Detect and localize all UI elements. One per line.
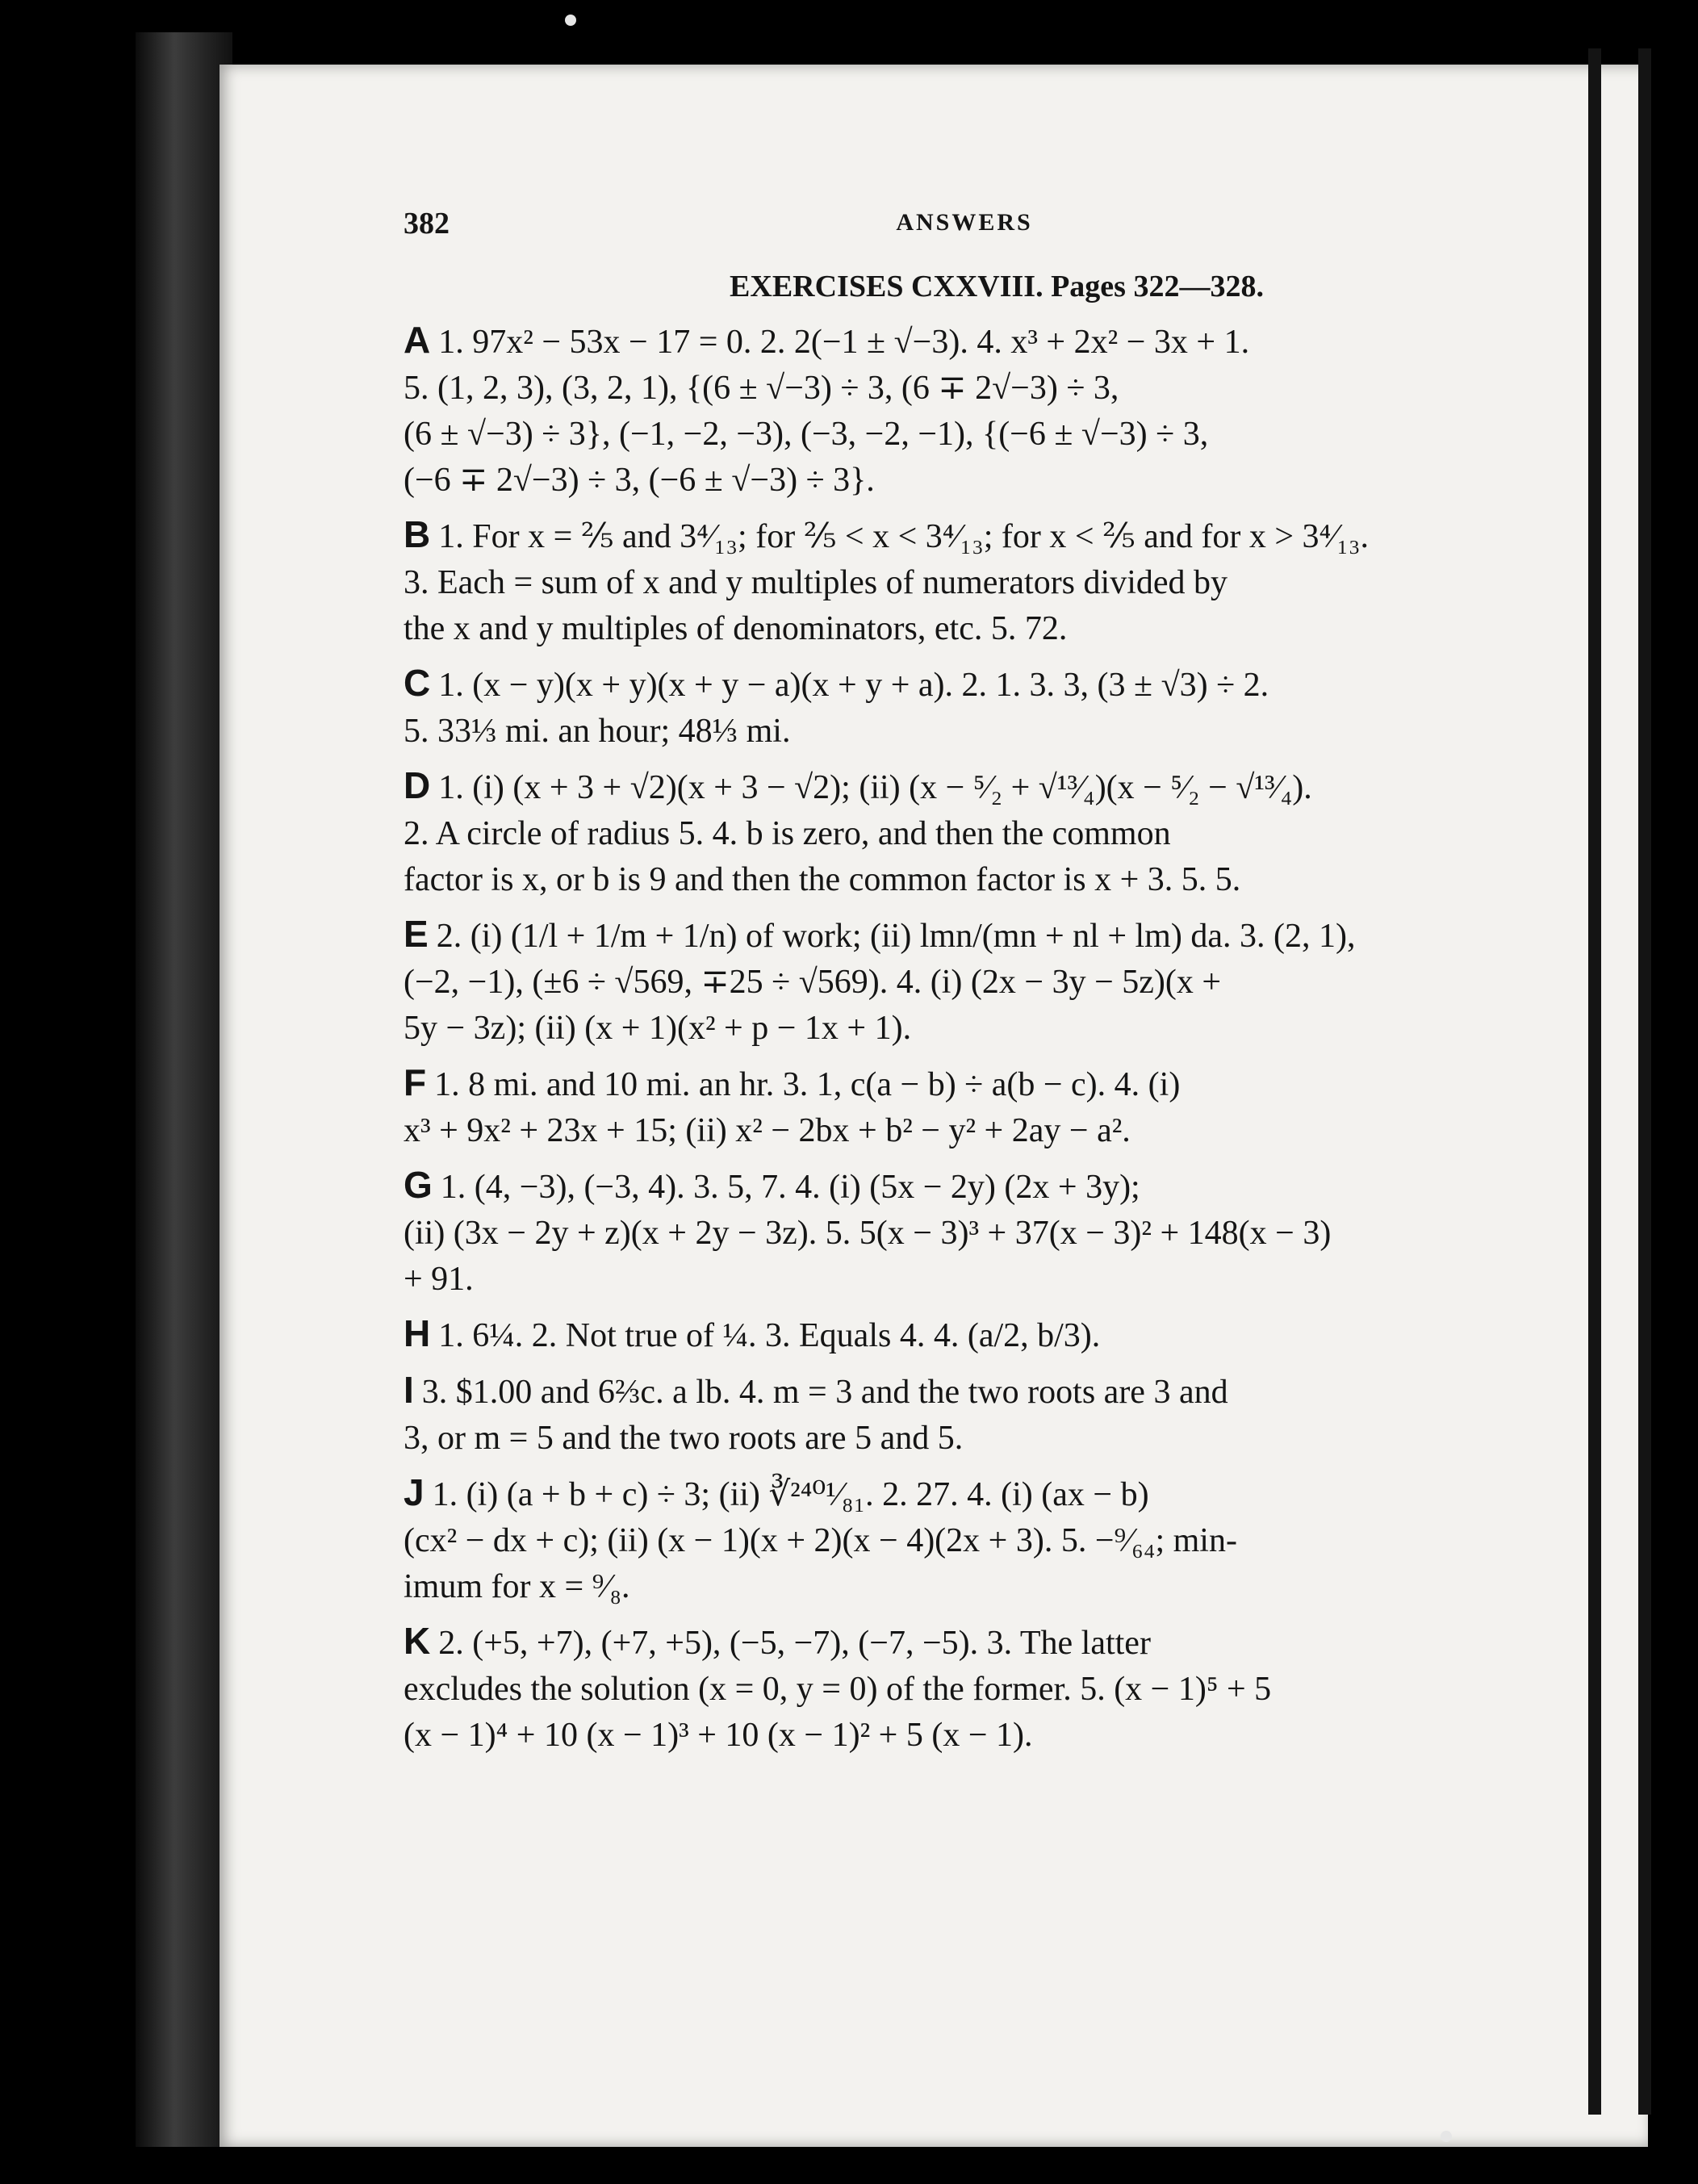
- answer-text: (6 ± √−3) ÷ 3}, (−1, −2, −3), (−3, −2, −1), {(−6 ± √−3) ÷ 3,: [404, 416, 1209, 453]
- answer-text: 5. 33⅓ mi. an hour; 48⅓ mi.: [404, 713, 791, 750]
- answer-section-g: [404, 1162, 1525, 1303]
- answer-line: [404, 857, 1525, 903]
- section-letter: A: [404, 319, 431, 361]
- section-letter: E: [404, 913, 429, 955]
- answer-section-c: [404, 660, 1525, 755]
- answer-text: 5y − 3z); (ii) (x + 1)(x² + p − 1x + 1).: [404, 1010, 912, 1047]
- answers-page: [404, 206, 1525, 1767]
- answer-line: [404, 1060, 1525, 1108]
- section-letter: B: [404, 513, 431, 555]
- answer-section-h: [404, 1311, 1525, 1359]
- section-letter: F: [404, 1061, 427, 1103]
- answer-text: 1. For x = ⅖ and 3⁴⁄₁₃; for ⅖ < x < 3⁴⁄₁₃; for x < ⅖ and for x > 3⁴⁄₁₃.: [438, 518, 1369, 555]
- scan-speck: [565, 15, 576, 26]
- section-letter: K: [404, 1620, 431, 1662]
- answer-line: [404, 1211, 1525, 1257]
- answer-line: [404, 1416, 1525, 1462]
- answer-text: factor is x, or b is 9 and then the common factor is x + 3. 5. 5.: [404, 861, 1241, 898]
- book-spine: [136, 32, 232, 2147]
- answer-section-b: [404, 512, 1525, 652]
- answer-line: [404, 763, 1525, 811]
- answer-section-f: [404, 1060, 1525, 1154]
- answer-text: (−6 ∓ 2√−3) ÷ 3, (−6 ± √−3) ÷ 3}.: [404, 462, 875, 499]
- answer-text: 2. (+5, +7), (+7, +5), (−5, −7), (−7, −5). 3. The latter: [438, 1625, 1151, 1662]
- answer-text: 1. (i) (x + 3 + √2)(x + 3 − √2); (ii) (x − ⁵⁄₂ + √¹³⁄₄)(x − ⁵⁄₂ − √¹³⁄₄).: [438, 769, 1312, 806]
- answer-text: 1. 6¼. 2. Not true of ¼. 3. Equals 4. 4. (a/2, b/3).: [438, 1317, 1101, 1354]
- answer-line: [404, 660, 1525, 709]
- answer-line: [404, 1564, 1525, 1610]
- section-letter: C: [404, 662, 431, 704]
- answer-sections: [404, 317, 1525, 1759]
- scan-speck: [1441, 2131, 1452, 2142]
- answer-text: (ii) (3x − 2y + z)(x + 2y − 3z). 5. 5(x − 3)³ + 37(x − 3)² + 148(x − 3): [404, 1215, 1332, 1252]
- answer-text: 2. A circle of radius 5. 4. b is zero, and then the common: [404, 815, 1171, 852]
- running-head: ANSWERS: [896, 209, 1033, 236]
- answer-section-e: [404, 911, 1525, 1052]
- answer-line: [404, 1006, 1525, 1052]
- section-letter: I: [404, 1369, 414, 1411]
- answer-line: [404, 606, 1525, 652]
- answer-line: [404, 1257, 1525, 1303]
- answer-text: 3, or m = 5 and the two roots are 5 and 5.: [404, 1420, 964, 1457]
- answer-line: [404, 811, 1525, 857]
- answer-text: 1. (x − y)(x + y)(x + y − a)(x + y + a). 2. 1. 3. 3, (3 ± √3) ÷ 2.: [438, 667, 1269, 704]
- answer-text: 1. 8 mi. and 10 mi. an hr. 3. 1, c(a − b) ÷ a(b − c). 4. (i): [434, 1066, 1181, 1103]
- page-edge-shadow: [1638, 48, 1651, 2115]
- answer-text: 3. Each = sum of x and y multiples of numerators divided by: [404, 564, 1228, 601]
- answer-section-j: [404, 1470, 1525, 1610]
- answer-line: [404, 560, 1525, 606]
- answer-line: [404, 1162, 1525, 1211]
- answer-text: 1. (i) (a + b + c) ÷ 3; (ii) ∛²⁴⁰¹⁄₈₁. 2. 27. 4. (i) (ax − b): [432, 1476, 1149, 1513]
- answer-text: 1. 97x² − 53x − 17 = 0. 2. 2(−1 ± √−3). 4. x³ + 2x² − 3x + 1.: [438, 324, 1250, 361]
- section-letter: H: [404, 1312, 431, 1354]
- answer-line: [404, 1713, 1525, 1759]
- answer-line: [404, 960, 1525, 1006]
- answer-text: + 91.: [404, 1261, 474, 1298]
- answer-line: [404, 1108, 1525, 1154]
- answer-line: [404, 1618, 1525, 1667]
- section-letter: D: [404, 764, 431, 806]
- answer-line: [404, 1667, 1525, 1713]
- answer-text: the x and y multiples of denominators, etc. 5. 72.: [404, 610, 1068, 647]
- answer-text: 3. $1.00 and 6⅔c. a lb. 4. m = 3 and the two roots are 3 and: [421, 1374, 1228, 1411]
- exercise-heading: EXERCISES CXXVIII. Pages 322—328.: [730, 270, 1264, 303]
- answer-line: [404, 1311, 1525, 1359]
- answer-text: 5. (1, 2, 3), (3, 2, 1), {(6 ± √−3) ÷ 3, (6 ∓ 2√−3) ÷ 3,: [404, 370, 1119, 407]
- answer-section-a: [404, 317, 1525, 504]
- answer-line: [404, 911, 1525, 960]
- section-letter: J: [404, 1471, 424, 1513]
- answer-text: x³ + 9x² + 23x + 15; (ii) x² − 2bx + b² − y² + 2ay − a².: [404, 1112, 1131, 1149]
- answer-text: (x − 1)⁴ + 10 (x − 1)³ + 10 (x − 1)² + 5 (x − 1).: [404, 1717, 1033, 1754]
- answer-section-i: [404, 1367, 1525, 1462]
- answer-section-k: [404, 1618, 1525, 1759]
- answer-text: (cx² − dx + c); (ii) (x − 1)(x + 2)(x − 4)(2x + 3). 5. −⁹⁄₆₄; min-: [404, 1522, 1237, 1559]
- page-edge-shadow: [1588, 48, 1601, 2115]
- answer-text: 1. (4, −3), (−3, 4). 3. 5, 7. 4. (i) (5x − 2y) (2x + 3y);: [440, 1169, 1140, 1206]
- answer-line: [404, 1470, 1525, 1518]
- page-number: 382: [404, 207, 450, 241]
- section-letter: G: [404, 1164, 433, 1206]
- page-header: [404, 206, 1525, 254]
- answer-text: excludes the solution (x = 0, y = 0) of the former. 5. (x − 1)⁵ + 5: [404, 1671, 1272, 1708]
- answer-section-d: [404, 763, 1525, 903]
- answer-line: [404, 317, 1525, 366]
- answer-text: 2. (i) (1/l + 1/m + 1/n) of work; (ii) lmn/(mn + nl + lm) da. 3. (2, 1),: [436, 918, 1356, 955]
- answer-text: (−2, −1), (±6 ÷ √569, ∓25 ÷ √569). 4. (i) (2x − 3y − 5z)(x +: [404, 964, 1222, 1001]
- answer-line: [404, 709, 1525, 755]
- answer-line: [404, 366, 1525, 412]
- answer-text: imum for x = ⁹⁄₈.: [404, 1568, 630, 1605]
- answer-line: [404, 412, 1525, 458]
- answer-line: [404, 1518, 1525, 1564]
- answer-line: [404, 1367, 1525, 1416]
- answer-line: [404, 512, 1525, 560]
- answer-line: [404, 458, 1525, 504]
